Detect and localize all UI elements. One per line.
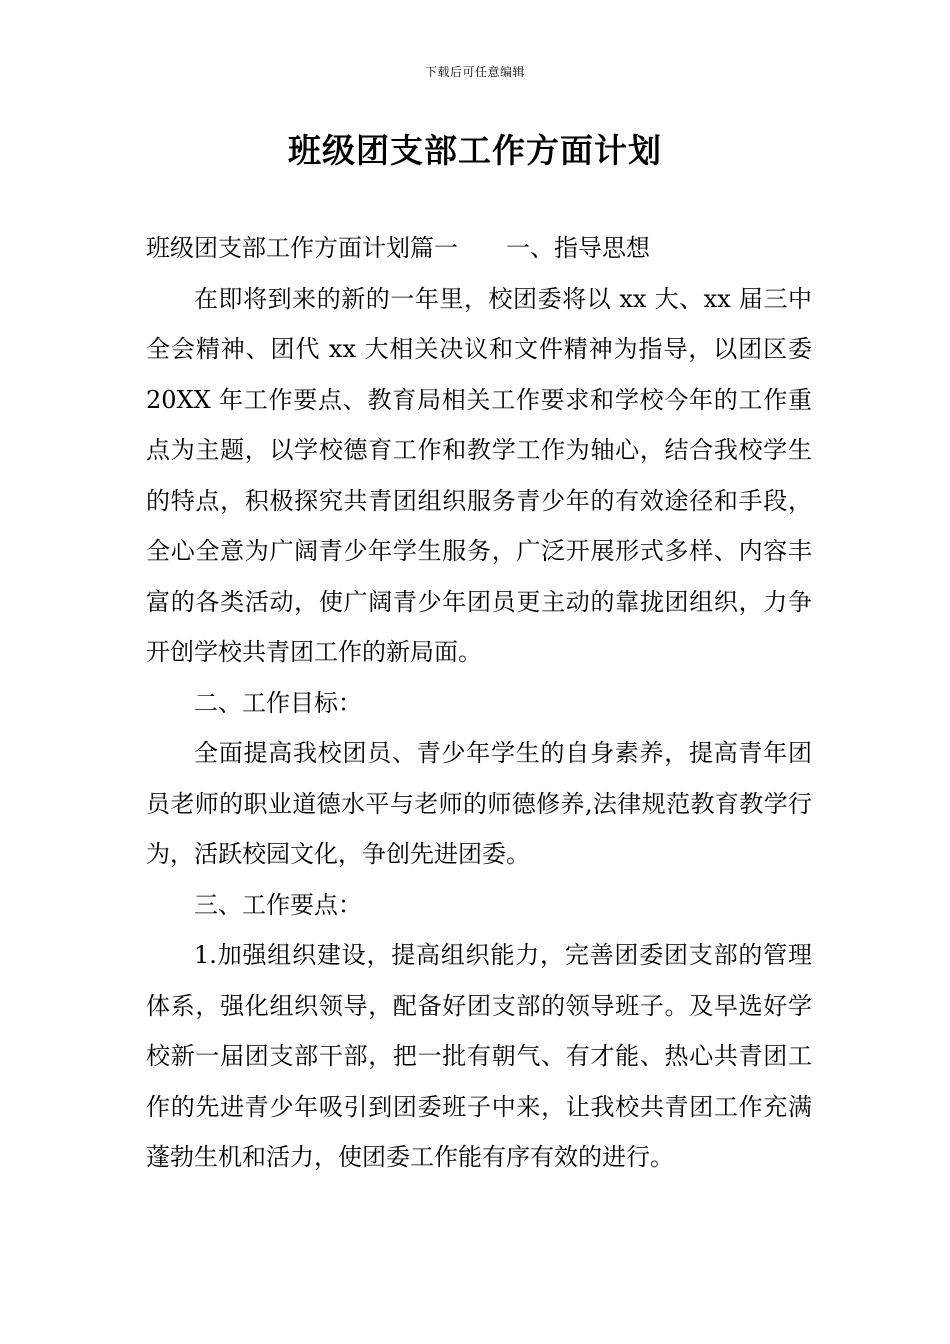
document-title: 班级团支部工作方面计划	[288, 131, 662, 170]
document-subtitle: 班级团支部工作方面计划篇一	[146, 234, 458, 262]
section-heading-work-points: 三、工作要点：	[194, 890, 362, 919]
paragraph-work-goals: 全面提高我校团员、青少年学生的自身素养，提高青年团员老师的职业道德水平与老师的师德修养,法律规范教育教学行为，活跃校园文化，争创先进团委。	[146, 739, 812, 868]
document-body	[146, 223, 812, 1183]
section-heading-work-goals: 二、工作目标：	[194, 688, 362, 717]
section-heading-guiding-thought: 一、指导思想	[506, 234, 650, 262]
subtitle-line	[146, 223, 812, 274]
paragraph-work-points: 1.加强组织建设，提高组织能力，完善团委团支部的管理体系，强化组织领导，配备好团支部的领导班子。及早选好学校新一届团支部干部，把一批有朝气、有才能、热心共青团工作的先进青少年吸引到团委班子中来，让我校共青团工作充满蓬勃生机和活力，使团委工作能有序有效的进行。	[146, 941, 812, 1171]
paragraph-guiding-thought: 在即将到来的新的一年里，校团委将以 xx 大、xx 届三中全会精神、团代 xx 大相关决议和文件精神为指导，以团区委 20XX 年工作要点、教育局相关工作要求和学校今年的工作重点为主题，以学校德育工作和教学工作为轴心，结合我校学生的特点，积极探究共青团组织服务青少年的有效途径和手段，全心全意为广阔青少年学生服务，广泛开展形式多样、内容丰富的各类活动，使广阔青少年团员更主动的靠拢团组织，力争开创学校共青团工作的新局面。	[146, 284, 812, 666]
header-note: 下载后可任意编辑	[424, 65, 525, 79]
